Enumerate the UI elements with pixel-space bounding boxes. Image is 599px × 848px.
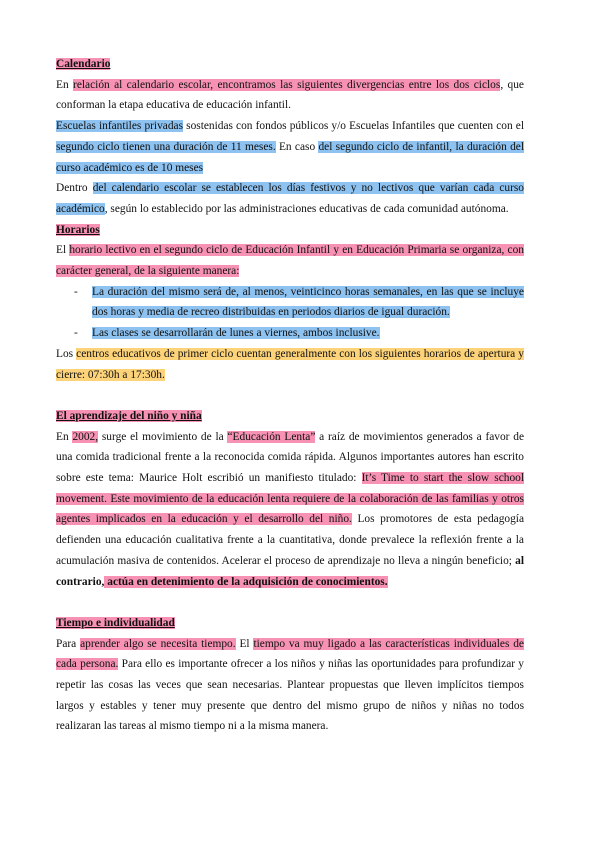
dash-bullet: - xyxy=(74,327,78,340)
tiempo-paragraph: Para aprender algo se necesita tiempo. El tiempo va muy ligado a las características individuales de cada persona. Para ello es importante ofrecer a los niños y niñas las oportunidades para profundizar y repetir las cosas las veces que sean necesarias. Plantear propuestas que lleven implícitos tiempos largos y estables y tener muy presente que dentro del mismo grupo de niños y niñas no todos realizaran las tareas al mismo tiempo ni a la misma manera. xyxy=(56,637,524,733)
list-item: - Las clases se desarrollarán de lunes a viernes, ambos inclusive. xyxy=(92,323,524,344)
horarios-list xyxy=(56,282,524,344)
calendario-paragraph-3: Dentro del calendario escolar se establecen los días festivos y no lectivos que varían cada curso académico, según lo establecido por las administraciones educativas de cada comunidad autónoma. xyxy=(56,182,524,215)
section-heading-tiempo: Tiempo e individualidad xyxy=(56,616,175,629)
section-heading-aprendizaje: El aprendizaje del niño y niña xyxy=(56,409,202,422)
section-heading-horarios: Horarios xyxy=(56,223,100,236)
calendario-paragraph-2: Escuelas infantiles privadas sostenidas con fondos públicos y/o Escuelas Infantiles que cuenten con el segundo ciclo tienen una duración de 11 meses. En caso del segundo ciclo de infantil, la duración del curso académico es de 10 meses xyxy=(56,120,525,174)
spacer xyxy=(56,592,524,613)
dash-bullet: - xyxy=(74,285,78,298)
horarios-paragraph-1: El horario lectivo en el segundo ciclo de Educación Infantil y en Educación Primaria se organiza, con carácter general, de la siguiente manera: xyxy=(56,244,524,278)
list-item: - La duración del mismo será de, al menos, veinticinco horas semanales, en las que se incluye dos horas y media de recreo distribuidas en periodos diarios de igual duración. xyxy=(92,282,524,323)
spacer xyxy=(56,385,524,406)
horarios-paragraph-2: Los centros educativos de primer ciclo cuentan generalmente con los siguientes horarios de apertura y cierre: 07:30h a 17:30h. xyxy=(56,347,524,381)
section-heading-calendario: Calendario xyxy=(56,58,111,70)
aprendizaje-paragraph: En 2002, surge el movimiento de la “Educación Lenta” a raíz de movimientos generados a favor de una comida tradicional frente a la reconocida comida rápida. Algunos importantes autores han escrito sobre este tema: Maurice Holt escribió un manifiesto titulado: It’s Time to start the slow school movement. Este movimiento de la educación lenta requiere de la colaboración de las familias y otros agentes implicados en la educación y el desarrollo del niño. Los promotores de esta pedagogía defienden una educación cualitativa frente a la cuantitativa, donde prevalece la reflexión frente a la acumulación masiva de contenidos. Acelerar el proceso de aprendizaje no lleva a ningún beneficio; al contrario, actúa en detenimiento de la adquisición de conocimientos. xyxy=(56,430,525,588)
calendario-paragraph-1: En relación al calendario escolar, encontramos las siguientes divergencias entre los dos ciclos, que conforman la etapa educativa de educación infantil. xyxy=(56,78,524,112)
